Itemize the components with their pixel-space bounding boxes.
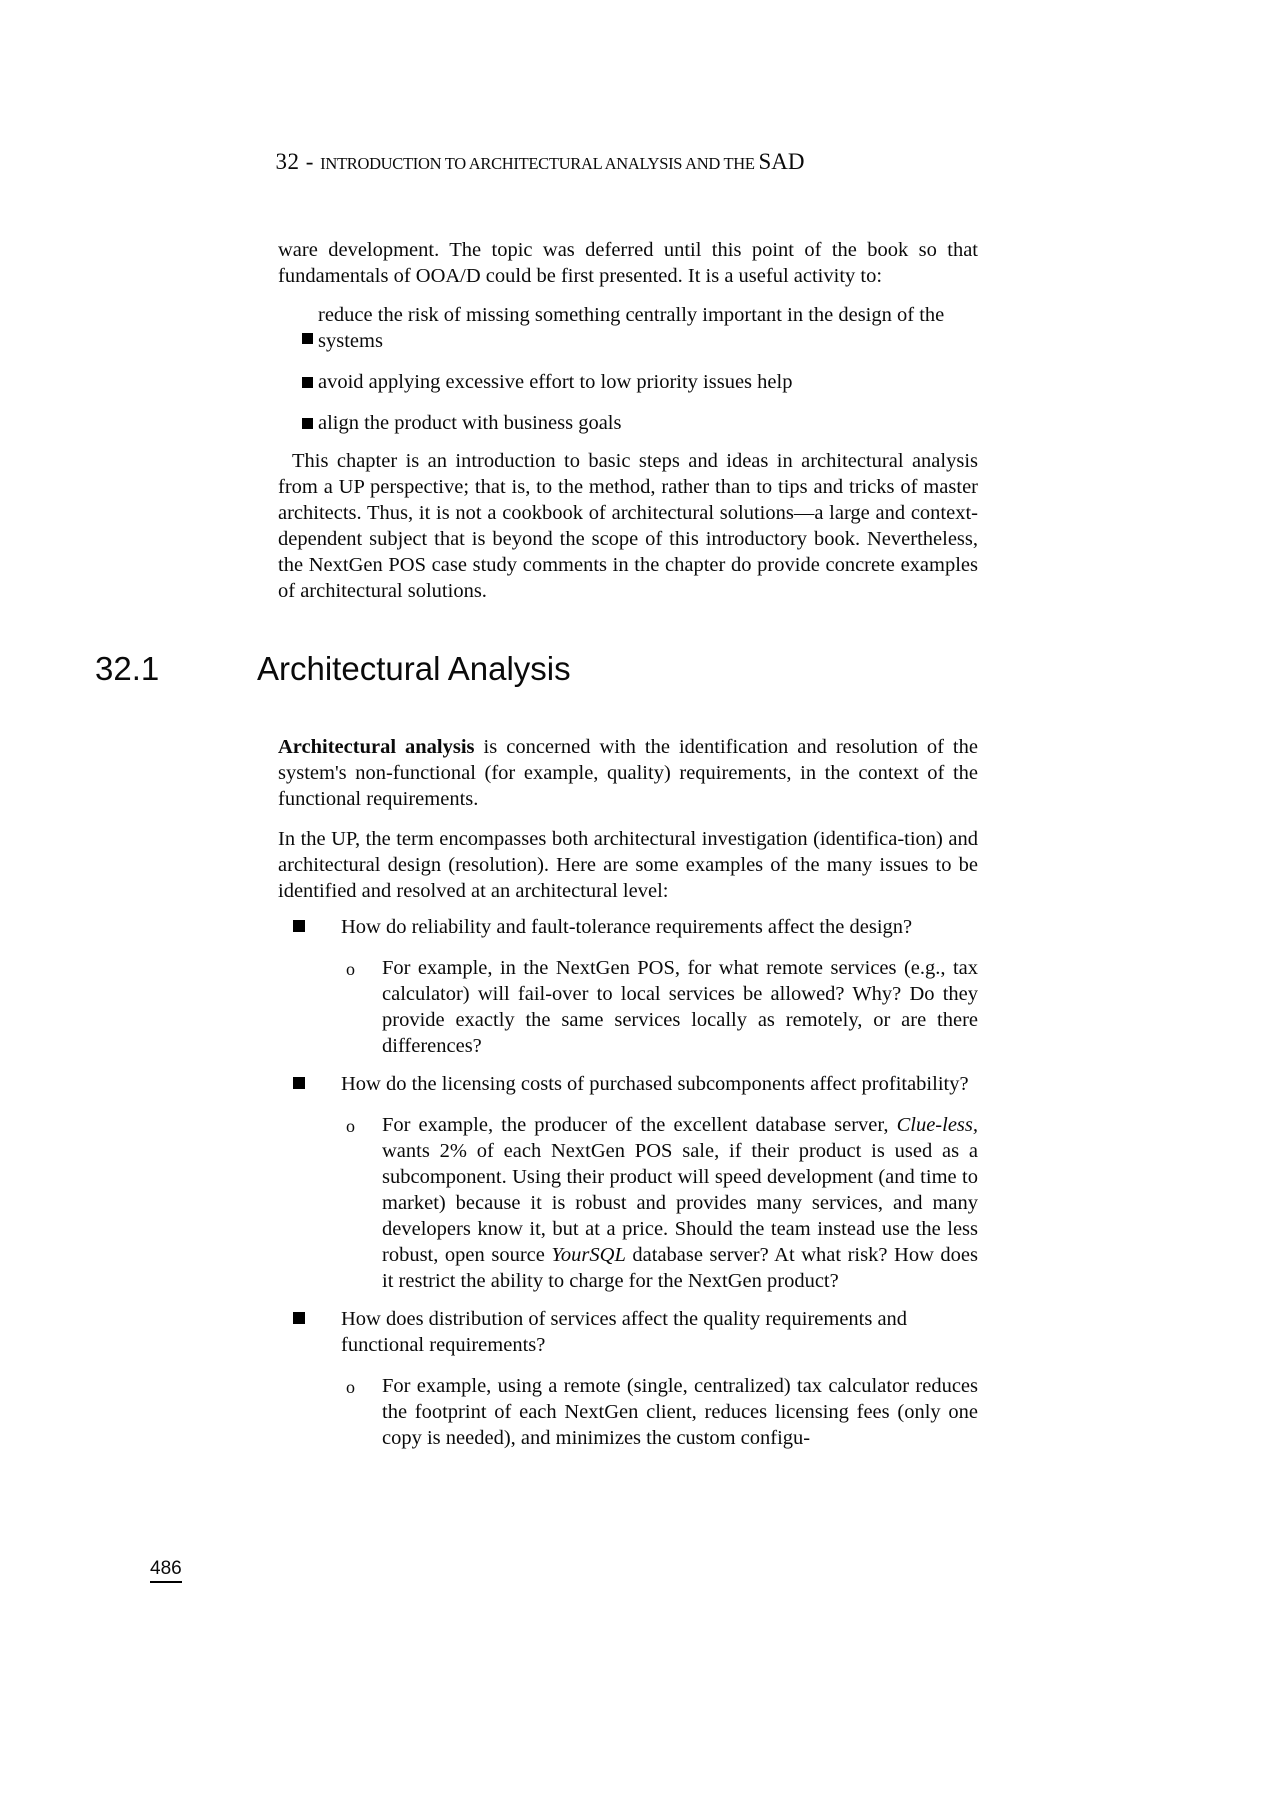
- sub-bullet-icon: o: [346, 1377, 355, 1397]
- issue-question: [278, 914, 990, 940]
- up-term-paragraph: In the UP, the term encompasses both architectural investigation (identifica-tion) and architectural design (resolution). Here are some examples of the many issues to be identified and resolved at an architectural level:: [278, 828, 978, 902]
- sub-bullet-icon: o: [346, 959, 355, 979]
- square-bullet-icon: [293, 1312, 305, 1324]
- intro-paragraph: ware development. The topic was deferred until this point of the book so that fundamentals of OOA/D could be first presented. It is a useful activity to:: [278, 239, 978, 287]
- running-header-chapter: 32 -: [275, 149, 321, 174]
- sub-bullet-icon: o: [346, 1116, 355, 1136]
- issue-question-text: How do the licensing costs of purchased subcomponents affect profitability?: [341, 1073, 969, 1095]
- issue-example-text: For example, in the NextGen POS, for what remote services (e.g., tax calculator) will fail-over to local services be allowed? Why? Do they provide exactly the same services locally as remotely, or are there differences?: [382, 957, 978, 1057]
- square-bullet-icon: [293, 920, 305, 932]
- bullet-item: [278, 369, 978, 395]
- issue-example-text: For example, the producer of the excellent database server,: [382, 1114, 897, 1136]
- section-heading: [95, 649, 978, 689]
- issue-example: [278, 1112, 978, 1294]
- bullet-item: [278, 302, 978, 354]
- page-body: [95, 0, 979, 1451]
- definition-term: Architectural analysis: [278, 736, 475, 758]
- issue-example: [278, 1373, 978, 1451]
- bullet-square-icon: [302, 333, 313, 344]
- bullet-item-text: avoid applying excessive effort to low priority issues help: [318, 371, 793, 393]
- issue-question-text: How does distribution of services affect the quality requirements and functional requirements?: [341, 1308, 908, 1356]
- running-header-suffix: SAD: [758, 149, 805, 174]
- issue-example-italic: YourSQL: [551, 1244, 626, 1266]
- section-title: Architectural Analysis: [257, 650, 571, 687]
- bullet-square-icon: [302, 418, 313, 429]
- square-bullet-icon: [293, 1077, 305, 1089]
- section-number: 32.1: [95, 650, 160, 687]
- definition-paragraph: [278, 734, 978, 812]
- definition-text: is concerned with the identification and resolution of the system's non-functional (for example, quality) requirements, in the context of the functional requirements.: [278, 736, 978, 810]
- intro-bullet-list: [278, 302, 978, 436]
- issue-question: [278, 1071, 990, 1097]
- issue-example-italic: Clue-less,: [896, 1114, 978, 1136]
- issue-example-text: wants 2% of each NextGen POS sale, if their product is used as a subcomponent. Using their product will speed development (and time to market) because it is robust and provides many services, and many developers know it, but at a price. Should the team instead use the less robust, open source: [382, 1140, 978, 1266]
- bullet-item-text: reduce the risk of missing something centrally important in the design of the systems: [318, 304, 945, 352]
- issue-example-text: For example, using a remote (single, centralized) tax calculator reduces the footprint of each NextGen client, reduces licensing fees (only one copy is needed), and minimizes the custom configu-: [382, 1375, 978, 1449]
- chapter-overview-paragraph: This chapter is an introduction to basic steps and ideas in architectural analysis from a UP perspective; that is, to the method, rather than to tips and tricks of master architects. Thus, it is not a cookbook of architectural solutions—a large and context-dependent subject that is beyond the scope of this introductory book. Nevertheless, the NextGen POS case study comments in the chapter do provide concrete examples of architectural solutions.: [278, 450, 978, 602]
- issue-example: [278, 955, 978, 1059]
- bullet-item-text: align the product with business goals: [318, 412, 622, 434]
- issue-question-text: How do reliability and fault-tolerance requirements affect the design?: [341, 916, 913, 938]
- bullet-square-icon: [302, 377, 313, 388]
- bullet-item: [278, 410, 978, 436]
- page-number: 486: [150, 1558, 182, 1583]
- issue-question: [278, 1306, 990, 1358]
- issue-list: [278, 914, 978, 1451]
- issue-example-text: database server? At what risk? How does it restrict the ability to charge for the NextGen product?: [382, 1244, 979, 1292]
- running-header-title: INTRODUCTION TO ARCHITECTURAL ANALYSIS AND THE: [320, 154, 759, 173]
